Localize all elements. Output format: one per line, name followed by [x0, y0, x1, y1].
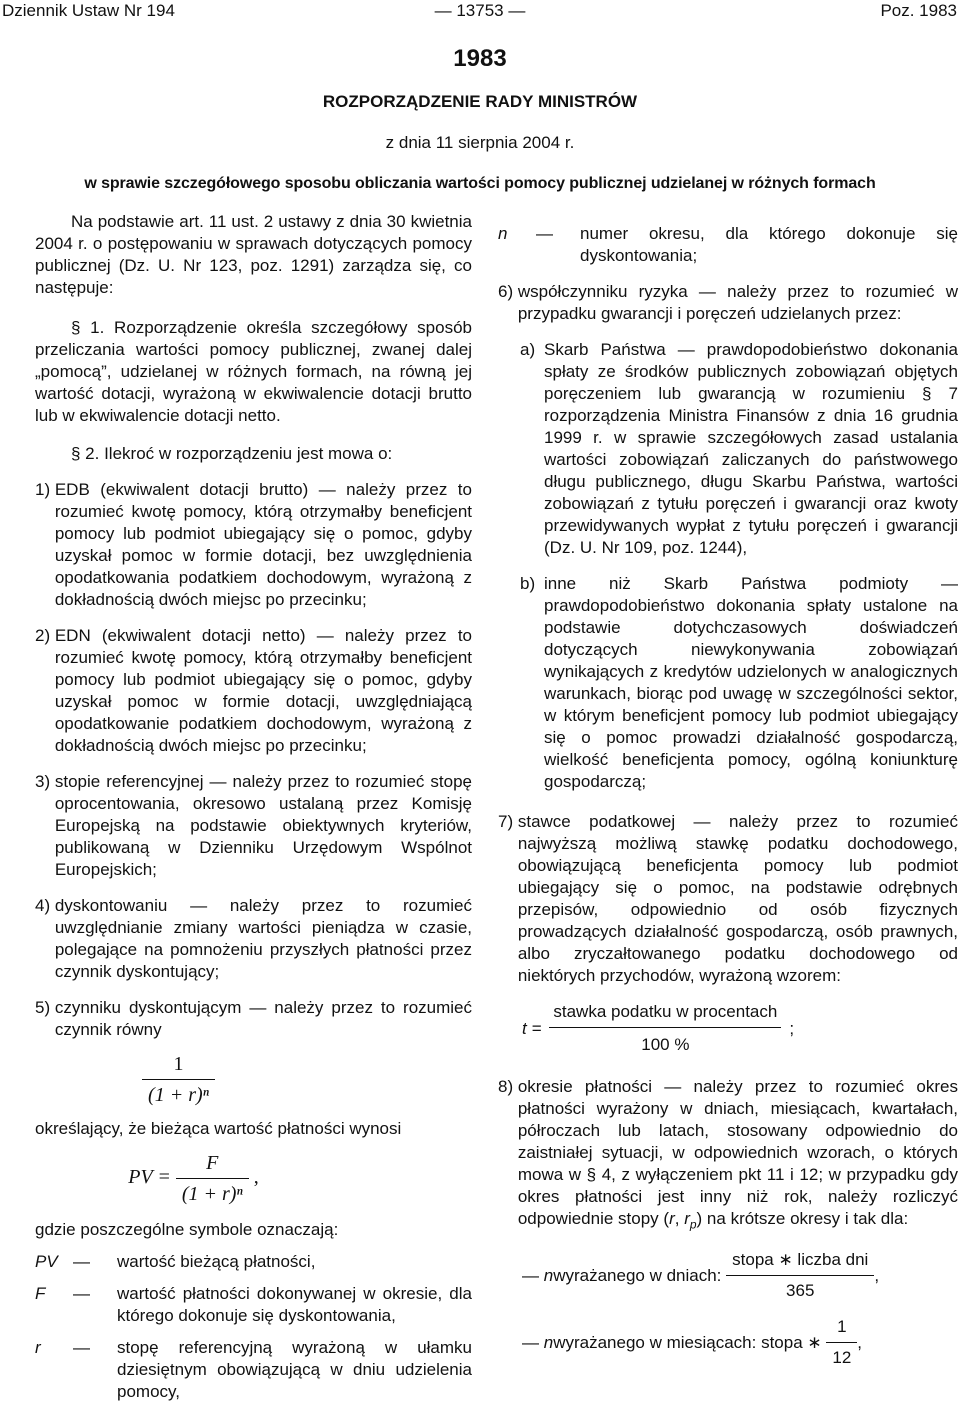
page-number: — 13753 —: [434, 1, 526, 20]
sub-item: [498, 573, 958, 793]
item-text: EDB (ekwiwalent dotacji brutto) — należy przez to rozumieć kwotę pomocy, którą otrzymałby beneficjent pomocy lub podmiot ubiegający się o pomoc, gdyby uzyskał pomoc w formie dotacji, bez uwzględnienia opodatkowania podatkiem dochodowym, wyrażoną z dokładnością dwóch miejsc po przecinku;: [54, 480, 472, 609]
definition-item: [35, 997, 472, 1041]
definition-item: [35, 895, 472, 983]
document-title: ROZPORZĄDZENIE RADY MINISTRÓW: [322, 92, 638, 111]
formula-denominator: (1 + r)ⁿ: [176, 1178, 249, 1207]
item-text: współczynniku ryzyka — należy przez to rozumieć w przypadku gwarancji i poręczeń udzielanych przez:: [517, 282, 958, 323]
item-text: czynniku dyskontującym — należy przez to rozumieć czynnik równy: [54, 998, 472, 1039]
formula-numerator: 1: [173, 1053, 184, 1075]
paragraph-1: § 1. Rozporządzenie określa szczegółowy sposób przeliczania wartości pomocy publicznej, zwanej dalej „pomocą”, udzielanej w różnych formach, na równą jej wartość dotacji, wyrażoną w ekwiwalencie dotacji brutto lub w ekwiwalencie dotacji netto.: [35, 318, 472, 425]
item-number: 6): [498, 282, 518, 301]
item-number: 2): [35, 626, 55, 645]
symbol-dash: —: [536, 224, 553, 243]
formula-denominator: 100 %: [549, 1027, 781, 1056]
formula-denominator: 365: [726, 1275, 874, 1302]
paragraph-2: § 2. Ilekroć w rozporządzeniu jest mowa o:: [71, 444, 393, 463]
symbol: n: [498, 224, 508, 243]
symbol-definition: [35, 1337, 472, 1403]
formula-numerator: stawka podatku w procentach: [553, 1002, 778, 1021]
item-number: 5): [35, 998, 55, 1017]
left-column: [35, 211, 472, 1403]
item-text: EDN (ekwiwalent dotacji netto) — należy przez to rozumieć kwotę pomocy, którą otrzymałby beneficjent pomocy lub podmiot ubiegający się o pomoc, gdyby uzyskał pomoc w formie dotacji, uwzględniającą opodatkowanie podatkiem dochodowym, wyrażoną z dokładnością dwóch miejsc po przecinku;: [54, 626, 472, 755]
formula-numerator: F: [206, 1152, 219, 1174]
definition-item: [498, 811, 958, 987]
rate-months-formula: — n wyrażanego w miesiącach: stopa ∗ $\frac{1}{12}$ ,: [522, 1317, 863, 1368]
sub-item-letter: a): [520, 340, 536, 359]
item-number: 8): [498, 1077, 518, 1096]
formula-numerator: stopa ∗ liczba dni: [732, 1250, 869, 1270]
definition-item: [35, 625, 472, 757]
symbol: r: [35, 1338, 41, 1357]
symbol-definition: [35, 1283, 472, 1327]
item-text: stopie referencyjnej — należy przez to rozumieć stopę oprocentowania, okresowo ustalaną przez Komisję Europejską na podstawie obiektywnych kryteriów, publikowaną w Dzienniku Urzędowym Wspólnot Europejskich;: [54, 772, 472, 879]
symbol-text: numer okresu, dla którego dokonuje się dyskontowania;: [580, 224, 958, 265]
symbol-dash: —: [73, 1252, 90, 1271]
sub-item-text: inne niż Skarb Państwa podmioty — prawdopodobieństwo dokonania spłaty ustalone na podstawie dotychczasowych doświadczeń dotyczących niewykonywania zobowiązań wynikających z kredytów udzielonych w analogicznych warunkach, biorąc pod uwagę w szczególności sektor, w którym beneficjent pomocy lub podmiot ubiegający się o pomoc prowadzi działalność gospodarczą, wielkość beneficjenta pomocy, ogólną koniunkturę gospodarczą;: [544, 574, 958, 791]
pv-intro: określający, że bieżąca wartość płatności wynosi: [35, 1119, 402, 1138]
item-text: stawce podatkowej — należy przez to rozumieć najwyższą możliwą stawkę podatku dochodowego, obowiązującą beneficjenta pomocy lub podmiot ubiegający się o pomoc, na podstawie odrębnych przepisów, odpowiednio od osób fizycznych prowadzących działalność gospodarczą, osób prawnych, albo zryczałtowanego podatku dochodowego od niektórych przychodów, wyrażoną wzorem:: [517, 812, 958, 985]
formula-denominator: 12: [826, 1342, 857, 1369]
document-date: z dnia 11 sierpnia 2004 r.: [385, 133, 575, 152]
document-number: 1983: [453, 45, 507, 72]
rate-days-formula: — n wyrażanego w dniach: $\frac{\text{stopa ∗ liczba dni}}{365}$ ,: [522, 1250, 880, 1301]
symbol-definition: [498, 223, 958, 267]
discount-factor-formula: [35, 1051, 472, 1108]
document-subject: w sprawie szczegółowego sposobu obliczania wartości pomocy publicznej udzielanej w różnych formach: [84, 175, 876, 192]
item-number: 7): [498, 812, 518, 831]
position-header: Poz. 1983: [880, 1, 957, 20]
item-text: dyskontowaniu — należy przez to rozumieć uwzględnianie zmiany wartości pieniądza w czasie, polegające na pomnożeniu przyszłych płatności przez czynnik dyskontujący;: [54, 896, 472, 981]
item-number: 1): [35, 480, 55, 499]
symbol-dash: —: [73, 1338, 90, 1357]
symbol-text: wartość płatności dokonywanej w okresie, dla którego dokonuje się dyskontowania,: [117, 1284, 472, 1325]
symbol-definition: [35, 1251, 472, 1273]
symbol: PV: [35, 1252, 58, 1271]
item-text: okresie płatności — należy przez to rozumieć okres płatności wyrażony w dniach, miesiącach, kwartałach, półroczach lub latach, stosowany odpowiednio do zaistniałej sytuacji, w odpowiednich wzorach, o których mowa w § 4, z wyłączeniem pkt 11 i 12; w przypadku gdy okres płatności jest inny niż rok, należy rozliczyć odpowiednie stopy (r, $r_p$) na krótsze okresy i tak dla:: [517, 1077, 958, 1232]
item-number: 3): [35, 772, 55, 791]
symbol-text: wartość bieżącą płatności,: [117, 1252, 316, 1271]
formula-suffix: ,: [253, 1166, 259, 1189]
definition-item: [35, 479, 472, 611]
tax-rate-formula: [498, 1001, 958, 1056]
tax-formula-lhs: t =: [522, 1018, 542, 1038]
formula-suffix: ;: [789, 1018, 795, 1038]
symbol: F: [35, 1284, 46, 1303]
definition-item: [498, 281, 958, 325]
formula-denominator: (1 + r)ⁿ: [142, 1079, 215, 1108]
formula-numerator: 1: [837, 1317, 847, 1337]
symbol-text: stopę referencyjną wyrażoną w ułamku dziesiętnym obowiązującą w dniu udzielenia pomocy,: [117, 1338, 472, 1401]
sub-item-letter: b): [520, 574, 536, 593]
symbols-intro: gdzie poszczególne symbole oznaczają:: [35, 1220, 339, 1239]
definition-item: [35, 771, 472, 881]
pv-formula: [35, 1150, 472, 1207]
pv-formula-lhs: PV =: [128, 1166, 171, 1189]
definition-item: [498, 1076, 958, 1235]
sub-item: [498, 339, 958, 559]
journal-header: Dziennik Ustaw Nr 194: [2, 1, 175, 20]
right-column: [498, 223, 958, 1369]
symbol-dash: —: [73, 1284, 90, 1303]
sub-item-text: Skarb Państwa — prawdopodobieństwo dokonania spłaty ze środków publicznych zobowiązań objętych poręczeniem lub gwarancją w rozumieniu § 7 rozporządzenia Ministra Finansów z dnia 16 grudnia 1999 r. w sprawie szczegółowych zasad ustalania wartości zobowiązań zaliczanych do państwowego długu publicznego, długu Skarbu Państwa, wartości zobowiązań z tytułu poręczeń i gwarancji oraz kwoty przewidywanych wypłat z tytułu poręczeń i gwarancji (Dz. U. Nr 109, poz. 1244),: [544, 340, 958, 557]
preamble: Na podstawie art. 11 ust. 2 ustawy z dnia 30 kwietnia 2004 r. o postępowaniu w sprawach dotyczących pomocy publicznej (Dz. U. Nr 123, poz. 1291) zarządza się, co następuje:: [35, 212, 472, 297]
item-number: 4): [35, 896, 55, 915]
